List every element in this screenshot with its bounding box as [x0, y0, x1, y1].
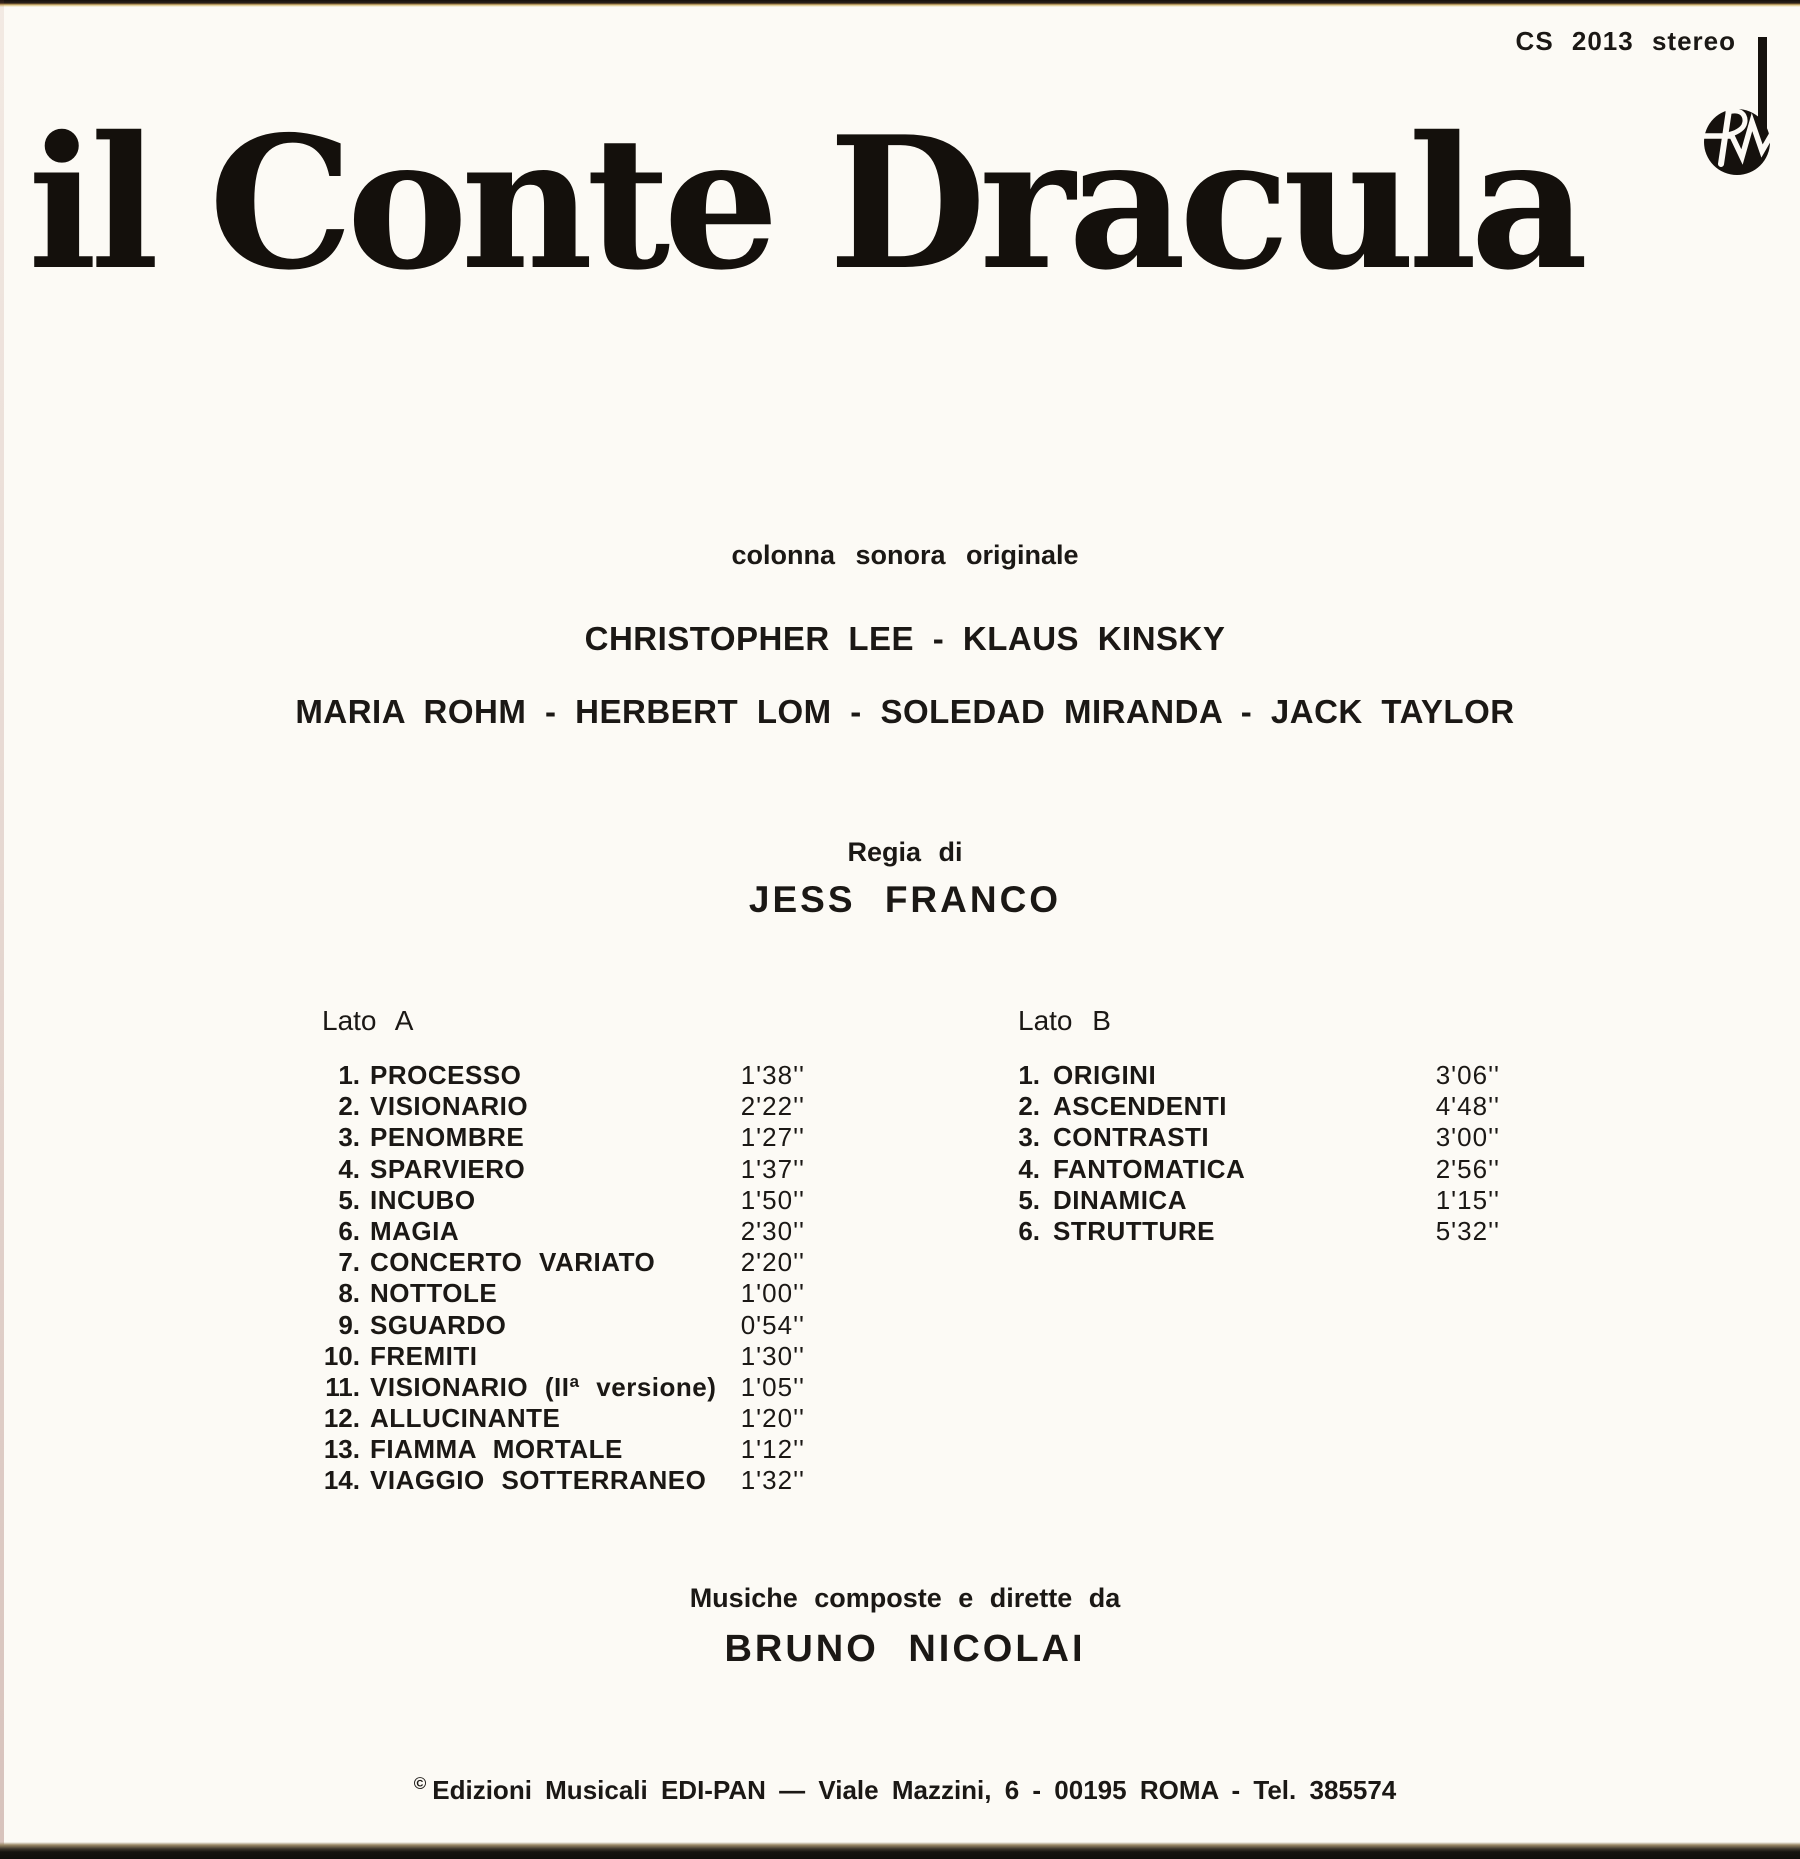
- track-number: 12.: [323, 1403, 360, 1434]
- track-row: [300, 1372, 805, 1403]
- track-duration: 1'05'': [740, 1371, 805, 1402]
- edi-pan-note-logo: [1682, 30, 1782, 180]
- track-number: 2.: [1018, 1091, 1040, 1122]
- track-duration: 2'22'': [740, 1091, 805, 1122]
- track-title: FREMITI: [370, 1340, 478, 1371]
- track-number: 3.: [1018, 1122, 1040, 1153]
- track-row: [300, 1341, 805, 1372]
- track-title: ORIGINI: [1053, 1060, 1157, 1090]
- track-number: 8.: [338, 1278, 360, 1309]
- track-duration: 1'32'': [740, 1465, 805, 1496]
- track-title: FANTOMATICA: [1053, 1153, 1246, 1184]
- track-duration: 3'00'': [1435, 1122, 1500, 1153]
- track-number: 13.: [323, 1434, 360, 1465]
- track-row: [1000, 1122, 1500, 1153]
- tracklist-side-a: [300, 1005, 805, 1497]
- track-duration: 1'15'': [1435, 1184, 1500, 1215]
- composer-label: Musiche composte e dirette da: [689, 1583, 1121, 1613]
- track-row: [300, 1403, 805, 1434]
- copyright-symbol: ©: [413, 1774, 427, 1793]
- track-number: 4.: [1018, 1153, 1040, 1184]
- cast-line-2: MARIA ROHM - HERBERT LOM - SOLEDAD MIRANDA - JACK TAYLOR: [295, 693, 1515, 730]
- track-title: STRUTTURE: [1053, 1215, 1215, 1246]
- track-duration: 2'56'': [1435, 1153, 1500, 1184]
- track-duration: 1'20'': [740, 1403, 805, 1434]
- side-b-tracks: [1000, 1060, 1500, 1247]
- track-title: MAGIA: [370, 1215, 460, 1246]
- track-duration: 5'32'': [1435, 1215, 1500, 1246]
- album-title: il Conte Dracula: [28, 96, 1582, 310]
- track-number: 10.: [323, 1340, 360, 1371]
- track-duration: 2'30'': [740, 1215, 805, 1246]
- track-duration: 4'48'': [1435, 1091, 1500, 1122]
- director-name: JESS FRANCO: [748, 879, 1062, 920]
- track-title: PROCESSO: [370, 1060, 522, 1090]
- track-row: [300, 1185, 805, 1216]
- track-number: 6.: [338, 1215, 360, 1246]
- track-row: [300, 1247, 805, 1278]
- side-a-tracks: [300, 1060, 805, 1497]
- track-number: 9.: [338, 1309, 360, 1340]
- track-number: 1.: [338, 1060, 360, 1090]
- track-title: VIAGGIO SOTTERRANEO: [370, 1465, 707, 1496]
- track-number: 1.: [1018, 1060, 1040, 1090]
- publisher-text: Edizioni Musicali EDI-PAN — Viale Mazzini, 6 - 00195 ROMA - Tel. 385574: [432, 1775, 1397, 1805]
- track-row: [300, 1216, 805, 1247]
- publisher-line: [0, 1774, 1800, 1806]
- catalog-number: CS 2013 stereo: [1515, 26, 1736, 56]
- track-duration: 1'12'': [740, 1434, 805, 1465]
- track-number: 5.: [338, 1184, 360, 1215]
- track-duration: 2'20'': [740, 1247, 805, 1278]
- track-row: [300, 1310, 805, 1341]
- track-duration: 1'30'': [740, 1340, 805, 1371]
- direction-label: Regia di: [847, 837, 963, 867]
- track-duration: 1'50'': [740, 1184, 805, 1215]
- track-number: 2.: [338, 1091, 360, 1122]
- track-row: [300, 1434, 805, 1465]
- track-title: FIAMMA MORTALE: [370, 1434, 623, 1465]
- scan-bottom-edge: [0, 1842, 1800, 1859]
- track-title: ASCENDENTI: [1053, 1091, 1228, 1122]
- track-number: 3.: [338, 1122, 360, 1153]
- track-duration: 1'27'': [740, 1122, 805, 1153]
- track-title: VISIONARIO: [370, 1091, 529, 1122]
- track-number: 11.: [325, 1371, 360, 1402]
- track-duration: 1'38'': [740, 1060, 805, 1090]
- track-title: SGUARDO: [370, 1309, 507, 1340]
- track-number: 6.: [1018, 1215, 1040, 1246]
- track-row: [1000, 1091, 1500, 1122]
- side-a-label: Lato A: [322, 1005, 414, 1036]
- track-title: CONTRASTI: [1053, 1122, 1210, 1153]
- track-duration: 0'54'': [740, 1309, 805, 1340]
- track-row: [300, 1091, 805, 1122]
- track-title: NOTTOLE: [370, 1278, 498, 1309]
- composer-name: BRUNO NICOLAI: [724, 1628, 1086, 1670]
- track-row: [1000, 1185, 1500, 1216]
- track-title: ALLUCINANTE: [370, 1403, 561, 1434]
- track-title: CONCERTO VARIATO: [370, 1247, 656, 1278]
- side-b-label: Lato B: [1018, 1005, 1111, 1036]
- track-number: 4.: [338, 1153, 360, 1184]
- track-duration: 1'37'': [740, 1153, 805, 1184]
- tracklist-side-b: [1000, 1005, 1500, 1247]
- subtitle: colonna sonora originale: [731, 540, 1079, 570]
- track-row: [300, 1060, 805, 1091]
- cast-line-1: CHRISTOPHER LEE - KLAUS KINSKY: [584, 620, 1226, 657]
- track-number: 14.: [323, 1465, 360, 1496]
- track-row: [1000, 1154, 1500, 1185]
- track-number: 5.: [1018, 1184, 1040, 1215]
- track-title: INCUBO: [370, 1184, 476, 1215]
- track-row: [300, 1154, 805, 1185]
- track-row: [300, 1122, 805, 1153]
- track-row: [1000, 1060, 1500, 1091]
- track-title: DINAMICA: [1053, 1184, 1187, 1215]
- track-duration: 1'00'': [740, 1278, 805, 1309]
- track-row: [300, 1278, 805, 1309]
- scan-top-edge: [0, 0, 1800, 7]
- track-title: VISIONARIO (IIª versione): [370, 1371, 717, 1402]
- track-row: [1000, 1216, 1500, 1247]
- track-row: [300, 1465, 805, 1496]
- track-duration: 3'06'': [1435, 1060, 1500, 1090]
- track-number: 7.: [338, 1247, 360, 1278]
- track-title: PENOMBRE: [370, 1122, 525, 1153]
- scan-left-edge: [0, 0, 4, 1859]
- track-title: SPARVIERO: [370, 1153, 526, 1184]
